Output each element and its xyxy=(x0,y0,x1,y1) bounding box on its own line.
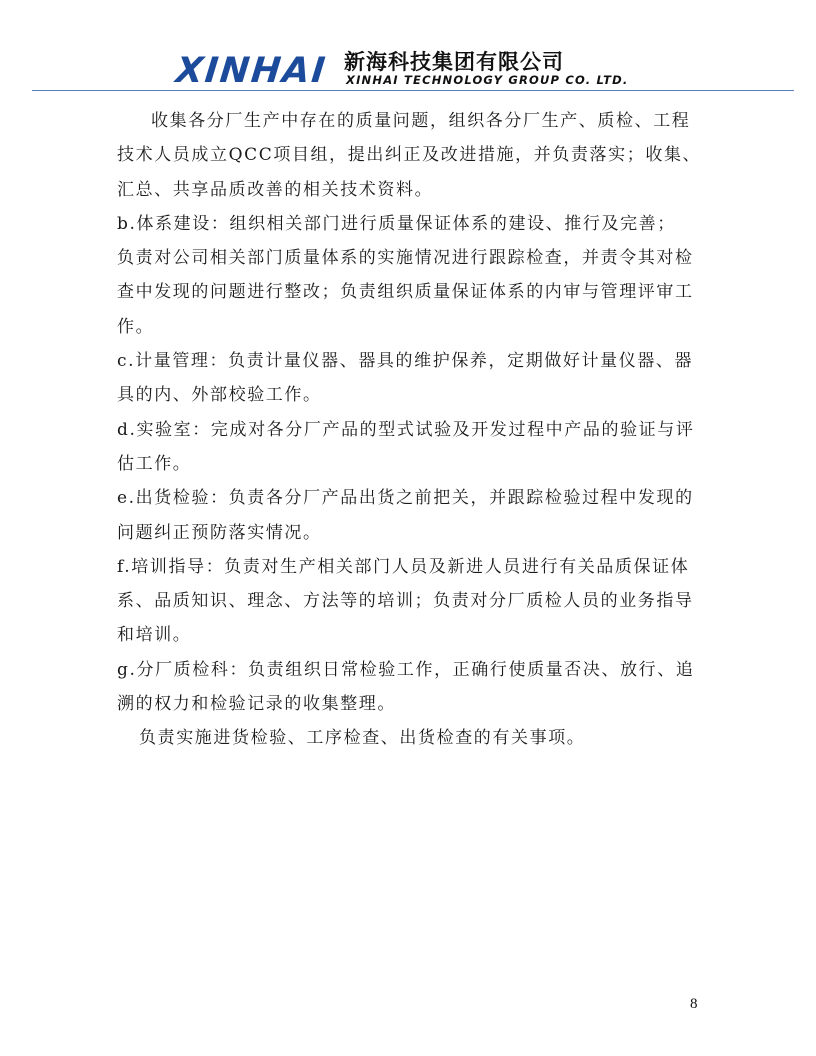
paragraph-d: d.实验室：完成对各分厂产品的型式试验及开发过程中产品的验证与评估工作。 xyxy=(117,419,695,474)
company-logo-wordmark: XINHAI xyxy=(173,51,329,91)
header-divider xyxy=(32,90,794,91)
document-body xyxy=(117,104,707,756)
paragraph-f: f.培训指导：负责对生产相关部门人员及新进人员进行有关品质保证体系、品质知识、理念、方法等的培训；负责对分厂质检人员的业务指导和培训。 xyxy=(117,556,694,646)
paragraph-e: e.出货检验：负责各分厂产品出货之前把关，并跟踪检验过程中发现的问题纠正预防落实情况。 xyxy=(117,488,694,543)
page-header xyxy=(0,0,816,92)
company-name-chinese: 新海科技集团有限公司 xyxy=(344,50,564,74)
company-name-english: XINHAI TECHNOLOGY GROUP CO. LTD. xyxy=(346,73,629,87)
paragraph-intro: 收集各分厂生产中存在的质量问题，组织各分厂生产、质检、工程技术人员成立QCC项目组，提出纠正及改进措施，并负责落实；收集、汇总、共享品质改善的相关技术资料。 xyxy=(117,111,702,200)
paragraph-b-detail: 负责对公司相关部门质量体系的实施情况进行跟踪检查，并责令其对检查中发现的问题进行整改；负责组织质量保证体系的内审与管理评审工作。 xyxy=(117,248,694,337)
page-number: 8 xyxy=(690,996,698,1012)
paragraph-g: g.分厂质检科：负责组织日常检验工作，正确行使质量否决、放行、追溯的权力和检验记录的收集整理。 xyxy=(117,659,695,715)
paragraph-b: b.体系建设：组织相关部门进行质量保证体系的建设、推行及完善； xyxy=(117,213,676,234)
paragraph-c: c.计量管理：负责计量仪器、器具的维护保养，定期做好计量仪器、器具的内、外部校验工作。 xyxy=(117,351,694,406)
paragraph-last: 负责实施进货检验、工序检查、出货检查的有关事项。 xyxy=(139,728,586,749)
